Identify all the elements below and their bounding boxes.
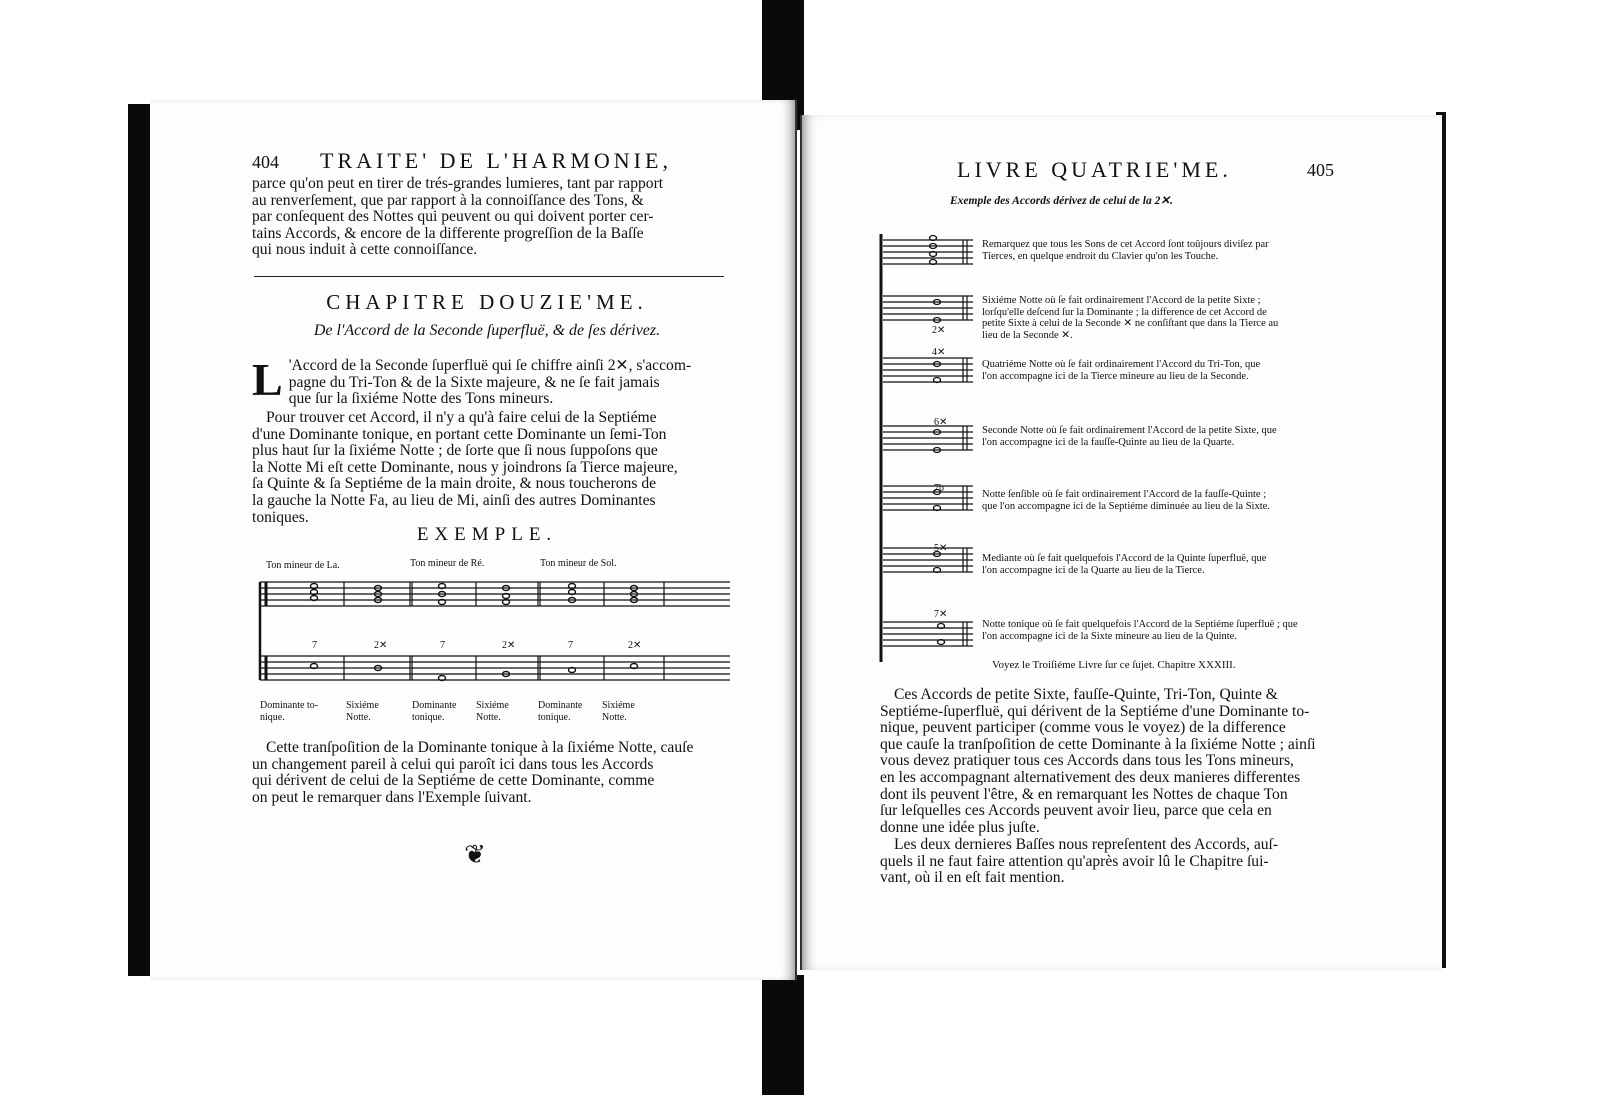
text-line: Pour trouver cet Accord, il n'y a qu'à faire celui de la Septiéme xyxy=(266,409,657,426)
chord-row-description xyxy=(982,295,1337,341)
example-title: EXEMPLE. xyxy=(416,524,558,545)
chapter-title: CHAPITRE DOUZIE'ME. xyxy=(326,290,648,314)
chord-row-description xyxy=(982,239,1332,262)
example-header: Ton mineur de Sol. xyxy=(540,558,617,569)
see-also-note: Voyez le Troiſiéme Livre ſur ce ſujet. Chapitre XXXIII. xyxy=(992,659,1236,671)
text-line: d'une Dominante tonique, en portant cette Dominante un ſemi-Ton xyxy=(252,425,667,443)
staff-row-2 xyxy=(883,296,973,320)
drop-cap: L xyxy=(252,354,283,405)
chord-row-description xyxy=(982,553,1337,576)
label-line: Sixiéme xyxy=(476,700,509,711)
left-page xyxy=(150,100,797,980)
ornament-icon: ❦ xyxy=(464,840,486,869)
example-label xyxy=(602,700,664,724)
figure-label: 5✕ xyxy=(934,543,948,554)
paragraph-2 xyxy=(880,837,1340,887)
bass-staff xyxy=(260,656,730,680)
paragraph-1 xyxy=(880,687,1340,836)
text-line: on peut le remarquer dans l'Exemple ſuivant. xyxy=(252,788,532,806)
paragraph-2 xyxy=(252,410,732,526)
text-line: quels il ne faut faire attention qu'après avoir lû le Chapitre ſui- xyxy=(880,852,1269,870)
chord-row-description xyxy=(982,359,1337,382)
text-line: ſur leſquelles ces Accords peuvent avoir lieu, parce que cela en xyxy=(880,802,1272,820)
text-line: en les accompagnant alternativement des deux manieres differentes xyxy=(880,768,1301,786)
text-line: Remarquez que tous les Sons de cet Accord ſont toûjours diviſez par xyxy=(982,239,1269,250)
text-line: par conſequent des Nottes qui peuvent ou qui doivent porter cer- xyxy=(252,208,654,226)
page-number: 405 xyxy=(1307,160,1334,180)
page-number: 404 xyxy=(252,152,279,172)
label-line: Sixiéme xyxy=(602,700,635,711)
example-label xyxy=(346,700,408,724)
label-line: tonique. xyxy=(412,712,445,723)
figure-label: 2✕ xyxy=(502,640,516,651)
label-line: nique. xyxy=(260,712,285,723)
text-line: toniques. xyxy=(252,508,309,526)
staff-row-7 xyxy=(883,622,973,646)
music-example-staves xyxy=(254,574,734,702)
chord-row-description xyxy=(982,489,1337,512)
figure-label: 7 xyxy=(312,640,317,651)
example-header: Ton mineur de Ré. xyxy=(410,558,485,569)
label-line: Notte. xyxy=(476,712,501,723)
label-line: Dominante to- xyxy=(260,700,319,711)
staff-row-1 xyxy=(883,240,973,264)
divider-rule xyxy=(254,276,724,277)
label-line: Sixiéme xyxy=(346,700,379,711)
text-line: au renverſement, que par rapport à la connoiſſance des Tons, & xyxy=(252,191,644,209)
text-line: Tierces, en quelque endroit du Clavier qu'on les Touche. xyxy=(982,250,1219,262)
text-line: Mediante où ſe fait quelquefois l'Accord de la Quinte ſuperfluë, que xyxy=(982,553,1267,564)
text-line: l'on accompagne ici de la fauſſe-Quinte au lieu de la Quarte. xyxy=(982,436,1235,448)
running-head: LIVRE QUATRIE'ME. xyxy=(957,157,1232,182)
example-label xyxy=(260,700,322,724)
staff-row-6 xyxy=(883,548,973,572)
text-line: vous devez pratiquer tous ces Accords dans tous les Tons mineurs, xyxy=(880,752,1294,770)
paragraph-3 xyxy=(252,740,732,806)
text-line: lorſqu'elle deſcend ſur la Dominante ; la difference de cet Accord de xyxy=(982,306,1267,318)
right-page xyxy=(800,115,1442,970)
text-line: Ces Accords de petite Sixte, fauſſe-Quinte, Tri-Ton, Quinte & xyxy=(894,686,1278,703)
text-line: petite Sixte à celui de la Seconde ✕ ne conſiſtant que dans la Tierce au xyxy=(982,318,1279,329)
text-line: l'on accompagne ici de la Tierce mineure au lieu de la Seconde. xyxy=(982,370,1249,382)
intro-paragraph xyxy=(252,176,732,259)
text-line: tains Accords, & encore de la differente progreſſion de la Baſſe xyxy=(252,224,644,242)
figure-label: 7 xyxy=(568,640,573,651)
text-line: ſa Quinte & ſa Septiéme de la main droite, & nous toucherons de xyxy=(252,475,657,493)
text-line: que l'on accompagne ici de la Septiéme diminuée au lieu de la Sixte. xyxy=(982,500,1270,512)
figure-label: 2✕ xyxy=(628,640,642,651)
text-line: Notte ſenſible où ſe fait ordinairement l'Accord de la fauſſe-Quinte ; xyxy=(982,489,1267,500)
example-caption: Exemple des Accords dérivez de celui de la 2✕. xyxy=(950,195,1173,207)
label-line: Dominante xyxy=(538,700,583,711)
text-line: donne une idée plus juſte. xyxy=(880,818,1040,836)
text-line: parce qu'on peut en tirer de trés-grandes lumieres, tant par rapport xyxy=(252,175,664,192)
text-line: l'on accompagne ici de la Sixte mineure au lieu de la Quinte. xyxy=(982,630,1237,642)
text-line: dont ils peuvent l'être, & en remarquant les Nottes de chaque Ton xyxy=(880,785,1288,803)
text-line: Cette tranſpoſition de la Dominante tonique à la ſixiéme Notte, cauſe xyxy=(266,739,694,756)
text-line: Sixiéme Notte où ſe fait ordinairement l'Accord de la petite Sixte ; xyxy=(982,295,1261,306)
text-line: Seconde Notte où ſe fait ordinairement l'Accord de la petite Sixte, que xyxy=(982,425,1277,436)
chord-row-description xyxy=(982,425,1337,448)
staff-notes xyxy=(930,236,948,645)
figure-label: 6✕ xyxy=(934,417,948,428)
text-line: que ſur la ſixiéme Notte des Tons mineurs. xyxy=(288,390,554,408)
text-line: pagne du Tri-Ton & de la Sixte majeure, & ne ſe fait jamais xyxy=(288,373,660,391)
text-line: Quatriéme Notte où ſe fait ordinairement l'Accord du Tri-Ton, que xyxy=(982,359,1261,370)
example-label xyxy=(538,700,600,724)
text-line: Notte tonique où ſe fait quelquefois l'Accord de la Septiéme ſuperfluë ; que xyxy=(982,619,1298,630)
example-header: Ton mineur de La. xyxy=(266,560,340,571)
label-line: tonique. xyxy=(538,712,571,723)
text-line: Les deux dernieres Baſſes nous repreſentent des Accords, auſ- xyxy=(894,836,1279,853)
staff-row-5 xyxy=(883,486,973,510)
text-line: nique, peuvent participer (comme vous le voyez) de la difference xyxy=(880,719,1286,737)
text-line: plus haut ſur la ſixiéme Notte ; de ſorte que ſi nous ſuppoſons que xyxy=(252,442,658,460)
book-spine-bottom xyxy=(762,975,804,1095)
text-line: un changement pareil à celui qui paroît ici dans tous les Accords xyxy=(252,755,654,773)
figure-label: 7 xyxy=(440,640,445,651)
figure-label: 7✕ xyxy=(934,609,948,620)
treble-staff xyxy=(260,582,730,606)
text-line: lieu de la Seconde ✕. xyxy=(982,329,1073,341)
text-line: qui dérivent de celui de la Septiéme de cette Dominante, comme xyxy=(252,772,655,790)
figure-label: 2✕ xyxy=(374,640,388,651)
label-line: Dominante xyxy=(412,700,457,711)
staff-row-3 xyxy=(883,358,973,382)
text-line: 'Accord de la Seconde ſuperfluë qui ſe chiffre ainſi 2✕, s'accom- xyxy=(288,357,692,374)
text-line: vant, où il en eſt fait mention. xyxy=(880,869,1065,887)
label-line: Notte. xyxy=(346,712,371,723)
example-label xyxy=(412,700,474,724)
example-label xyxy=(476,700,538,724)
paragraph-1 xyxy=(252,354,732,408)
label-line: Notte. xyxy=(602,712,627,723)
text-line: la Notte Mi eſt cette Dominante, nous y joindrons ſa Tierce majeure, xyxy=(252,458,678,476)
staff-row-4 xyxy=(883,426,973,450)
chapter-subtitle: De l'Accord de la Seconde ſuperfluë, & de ſes dérivez. xyxy=(313,322,661,339)
figure-label: 7b xyxy=(934,483,944,494)
figure-label: 2✕ xyxy=(932,325,946,336)
text-line: qui nous induit à cette connoiſſance. xyxy=(252,241,478,259)
derived-chords-staves xyxy=(877,230,977,670)
chord-notes xyxy=(311,584,638,681)
text-line: que cauſe la tranſpoſition de cette Dominante à la ſixiéme Notte ; ainſi xyxy=(880,735,1316,753)
text-line: l'on accompagne ici de la Quarte au lieu de la Tierce. xyxy=(982,564,1205,576)
barlines xyxy=(344,582,664,680)
text-line: la gauche la Notte Fa, au lieu de Mi, ainſi des autres Dominantes xyxy=(252,491,656,509)
running-head: TRAITE' DE L'HARMONIE, xyxy=(320,148,672,173)
chord-row-description xyxy=(982,619,1337,642)
figure-label: 4✕ xyxy=(932,347,946,358)
text-line: Septiéme-ſuperfluë, qui dérivent de la Septiéme d'une Dominante to- xyxy=(880,702,1310,720)
